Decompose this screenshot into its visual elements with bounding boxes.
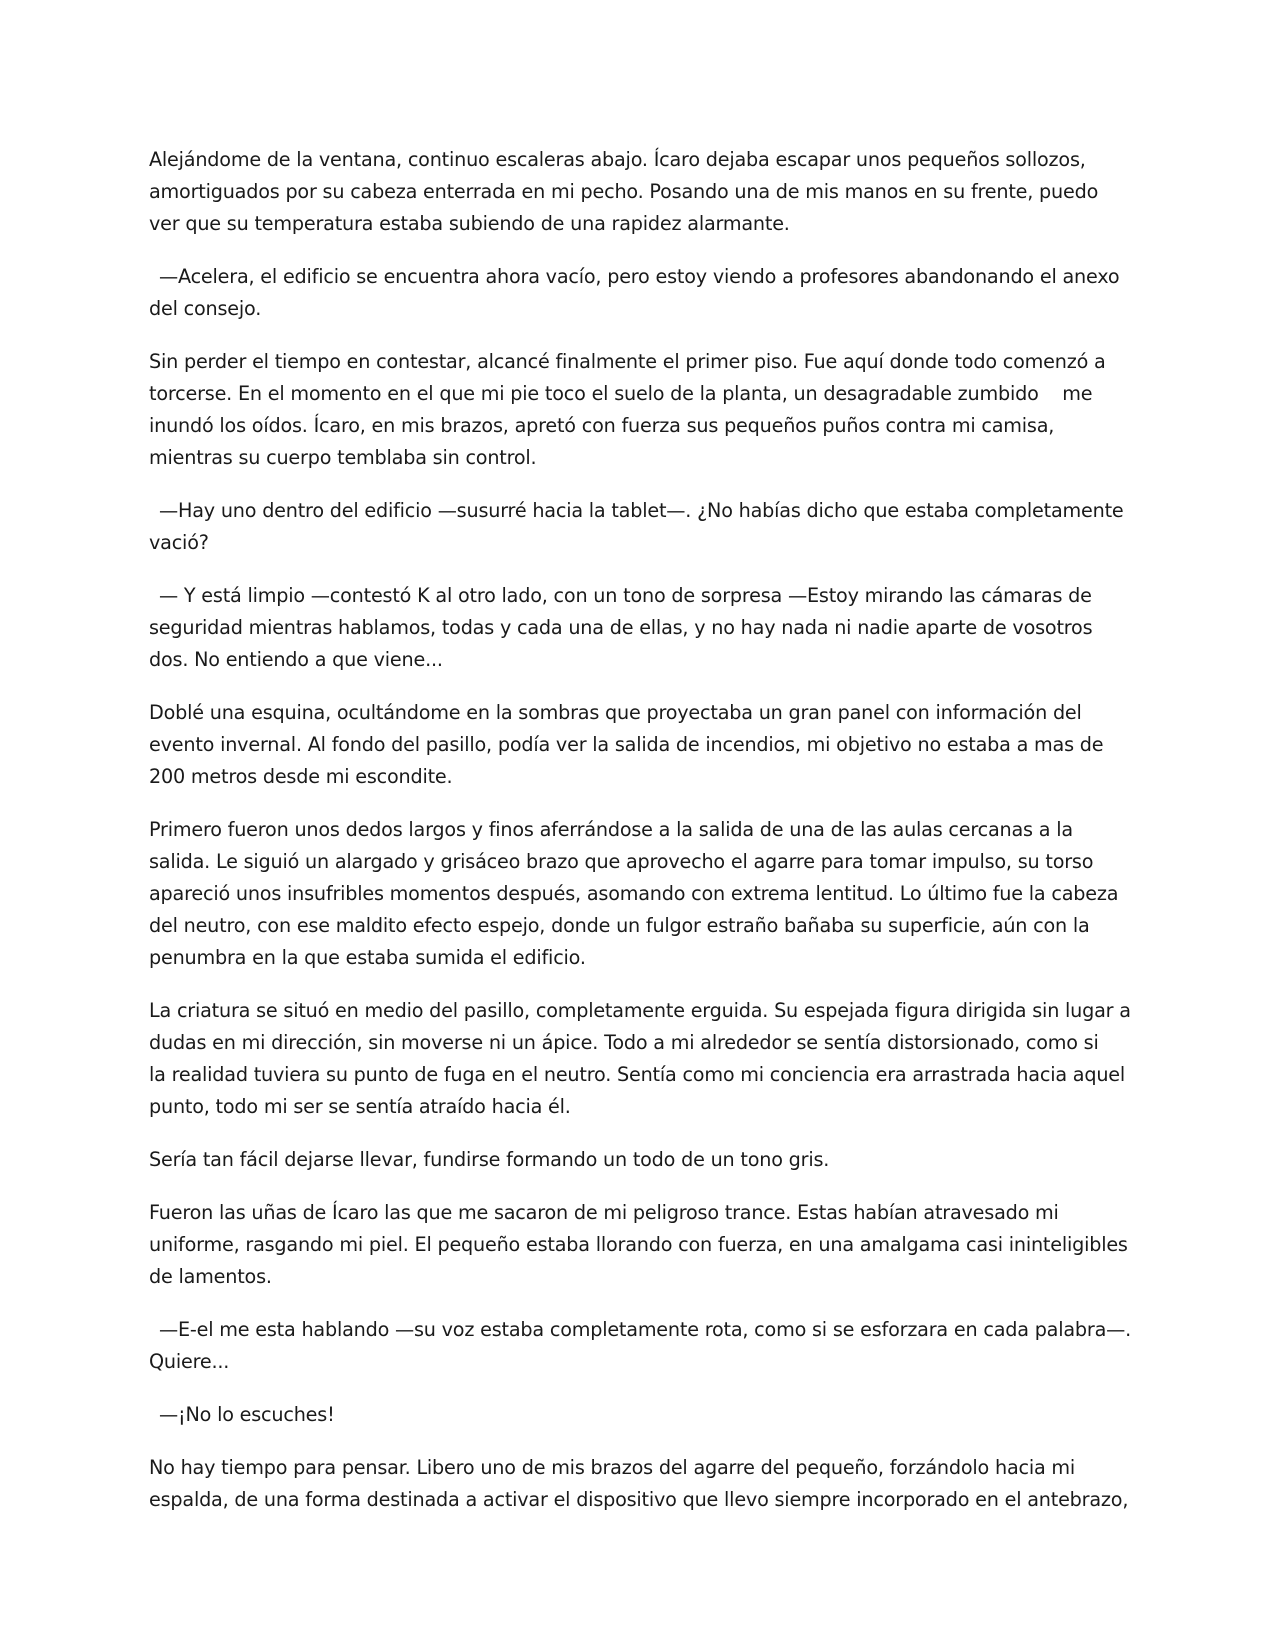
paragraph: Primero fueron unos dedos largos y finos aferrándose a la salida de una de las aulas cercanas a la salida. Le siguió un alargado y grisáceo brazo que aprovecho el agarre para tomar impulso, su torso apareció unos insufribles momentos después, asomando con extrema lentitud. Lo último fue la cabeza del neutro, con ese maldito efecto espejo, donde un fulgor estraño bañaba su superficie, aún con la penumbra en la que estaba sumida el edificio. — [149, 818, 1125, 969]
paragraph: Doblé una esquina, ocultándome en la sombras que proyectaba un gran panel con información del evento invernal. Al fondo del pasillo, podía ver la salida de incendios, mi objetivo no estaba a mas de 200 metros desde mi escondite. — [149, 701, 1110, 788]
paragraph: Alejándome de la ventana, continuo escaleras abajo. Ícaro dejaba escapar unos pequeños sollozos, amortiguados por su cabeza enterrada en mi pecho. Posando una de mis manos en su frente, puedo ver que su temperatura estaba subiendo de una rapidez alarmante. — [149, 148, 1105, 235]
dialogue-paragraph: —¡No lo escuches! — [159, 1403, 335, 1426]
paragraph: No hay tiempo para pensar. Libero uno de mis brazos del agarre del pequeño, forzándolo hacia mi espalda, de una forma destinada a activar el dispositivo que llevo siempre incorporado en el antebrazo, — [149, 1456, 1129, 1511]
paragraph: Sin perder el tiempo en contestar, alcancé finalmente el primer piso. Fue aquí donde todo comenzó a torcerse. En el momento en el que mi pie toco el suelo de la planta, un desagradable zumbido me inundó los oídos. Ícaro, en mis brazos, apretó con fuerza sus pequeños puños contra mi camisa, mientras su cuerpo temblaba sin control. — [149, 350, 1112, 469]
body-text — [149, 144, 1137, 1537]
dialogue-paragraph: —Acelera, el edificio se encuentra ahora vacío, pero estoy viendo a profesores abandonando el anexo del consejo. — [149, 265, 1126, 320]
dialogue-paragraph: — Y está limpio —contestó K al otro lado, con un tono de sorpresa —Estoy mirando las cámaras de seguridad mientras hablamos, todas y cada una de ellas, y no hay nada ni nadie aparte de vosotros dos. No entiendo a que viene... — [149, 584, 1099, 671]
dialogue-paragraph: —E-el me esta hablando —su voz estaba completamente rota, como si se esforzara en cada palabra—. Quiere... — [149, 1318, 1137, 1373]
paragraph: La criatura se situó en medio del pasillo, completamente erguida. Su espejada figura dirigida sin lugar a dudas en mi dirección, sin moverse ni un ápice. Todo a mi alrededor se sentía distorsionado, como si la realidad tuviera su punto de fuga en el neutro. Sentía como mi conciencia era arrastrada hacia aquel punto, todo mi ser se sentía atraído hacia él. — [149, 999, 1137, 1118]
paragraph: Fueron las uñas de Ícaro las que me sacaron de mi peligroso trance. Estas habían atravesado mi uniforme, rasgando mi piel. El pequeño estaba llorando con fuerza, en una amalgama casi ininteligibles de lamentos. — [149, 1201, 1134, 1288]
paragraph: Sería tan fácil dejarse llevar, fundirse formando un todo de un tono gris. — [149, 1148, 830, 1171]
dialogue-paragraph: —Hay uno dentro del edificio —susurré hacia la tablet—. ¿No habías dicho que estaba completamente vació? — [149, 499, 1130, 554]
